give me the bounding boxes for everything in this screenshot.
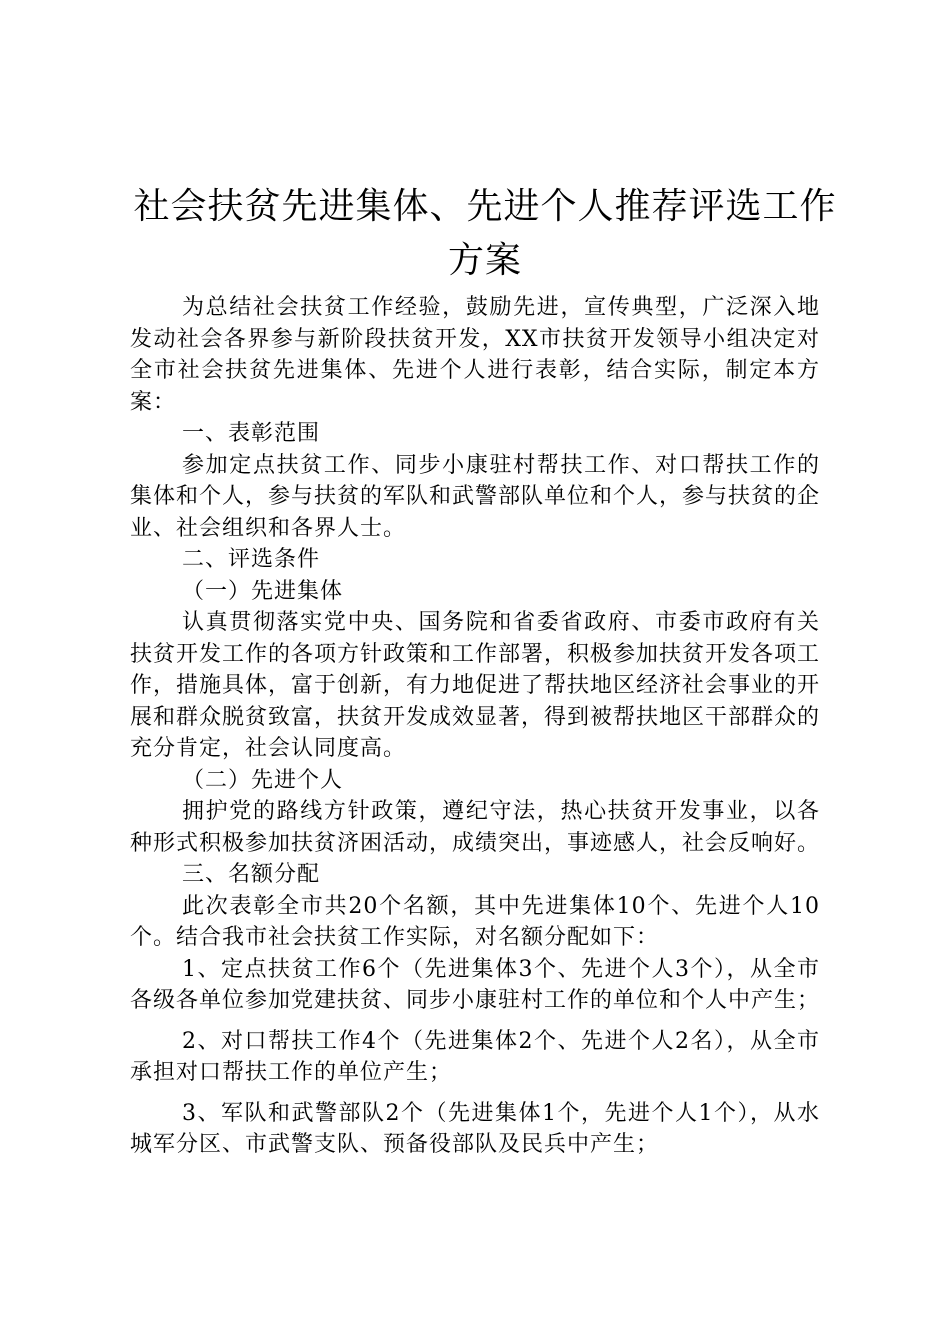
- quota-list-item: 1、定点扶贫工作6个（先进集体3个、先进个人3个），从全市各级各单位参加党建扶贫、同步小康驻村工作的单位和个人中产生；: [130, 956, 821, 1013]
- subheading-advanced-collective: （一）先进集体: [182, 578, 344, 604]
- section-heading-criteria: 二、评选条件: [182, 547, 321, 572]
- quota-paragraph: 此次表彰全市共20个名额，其中先进集体10个、先进个人10个。结合我市社会扶贫工作实际，对名额分配如下：: [130, 893, 820, 950]
- document-body: [130, 292, 820, 1170]
- quota-list-item: 3、军队和武警部队2个（先进集体1个，先进个人1个），从水城军分区、市武警支队、预备役部队及民兵中产生；: [130, 1100, 820, 1157]
- document-title: 社会扶贫先进集体、先进个人推荐评选工作方案: [133, 186, 837, 281]
- section-heading-scope: 一、表彰范围: [182, 421, 321, 446]
- intro-paragraph: 为总结社会扶贫工作经验，鼓励先进，宣传典型，广泛深入地发动社会各界参与新阶段扶贫开发，XX市扶贫开发领导小组决定对全市社会扶贫先进集体、先进个人进行表彰，结合实际，制定本方案：: [130, 295, 820, 415]
- section-heading-quota: 三、名额分配: [182, 862, 321, 887]
- subheading-advanced-individual: （二）先进个人: [182, 767, 344, 793]
- quota-list-item: 2、对口帮扶工作4个（先进集体2个、先进个人2名），从全市承担对口帮扶工作的单位产生；: [130, 1028, 820, 1085]
- scope-paragraph: 参加定点扶贫工作、同步小康驻村帮扶工作、对口帮扶工作的集体和个人，参与扶贫的军队和武警部队单位和个人，参与扶贫的企业、社会组织和各界人士。: [130, 452, 821, 541]
- advanced-collective-paragraph: 认真贯彻落实党中央、国务院和省委省政府、市委市政府有关扶贫开发工作的各项方针政策和工作部署，积极参加扶贫开发各项工作，措施具体，富于创新，有力地促进了帮扶地区经济社会事业的开展和群众脱贫致富，扶贫开发成效显著，得到被帮扶地区干部群众的充分肯定，社会认同度高。: [130, 610, 821, 761]
- advanced-individual-paragraph: 拥护党的路线方针政策，遵纪守法，热心扶贫开发事业，以各种形式积极参加扶贫济困活动，成绩突出，事迹感人，社会反响好。: [130, 799, 821, 856]
